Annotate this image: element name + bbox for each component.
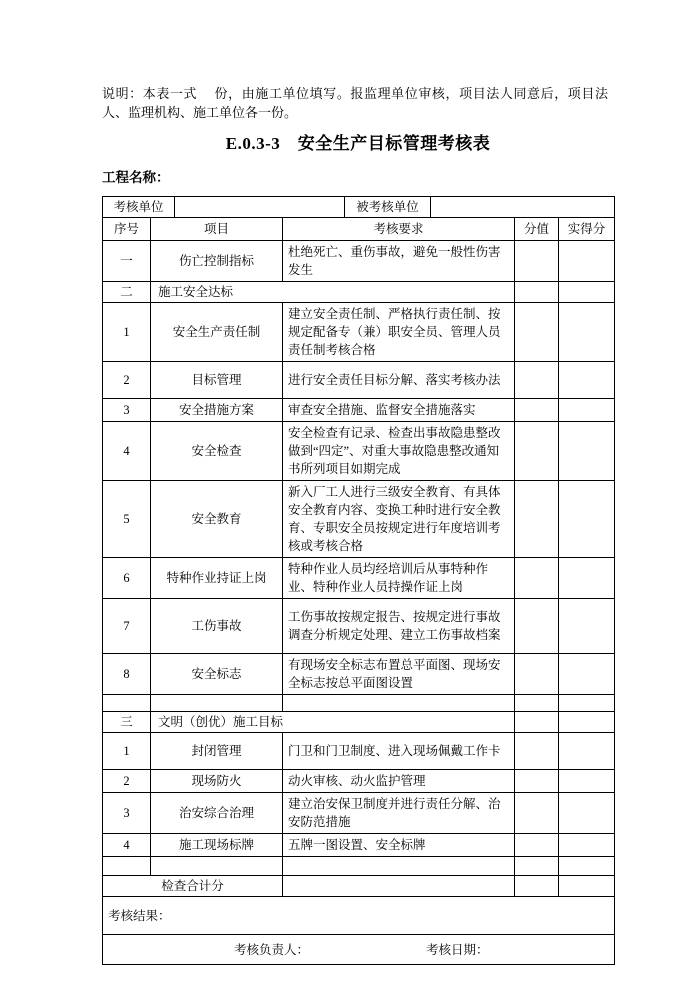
assess-date-label: 考核日期： — [426, 942, 489, 957]
table-row — [103, 241, 615, 282]
row-item: 工伤事故 — [151, 599, 283, 654]
row-item: 安全标志 — [151, 654, 283, 695]
row-item: 现场防火 — [151, 770, 283, 793]
row-actual — [559, 712, 615, 733]
assessor-label: 考核负责人： — [234, 942, 310, 957]
row-score — [515, 733, 559, 770]
row-score — [515, 481, 559, 558]
assess-unit-value — [175, 197, 345, 218]
row-requirement: 门卫和门卫制度、进入现场佩戴工作卡 — [283, 733, 515, 770]
row-item: 伤亡控制指标 — [151, 241, 283, 282]
row-seq: 5 — [103, 481, 151, 558]
header-row — [103, 218, 615, 241]
row-score — [515, 399, 559, 422]
row-actual — [559, 481, 615, 558]
row-requirement: 有现场安全标志布置总平面图、现场安全标志按总平面图设置 — [283, 654, 515, 695]
row-score — [515, 241, 559, 282]
row-actual — [559, 770, 615, 793]
header-requirement: 考核要求 — [283, 218, 515, 241]
row-seq: 1 — [103, 733, 151, 770]
assessment-table — [102, 196, 615, 965]
row-actual — [559, 599, 615, 654]
row-score — [515, 770, 559, 793]
header-actual: 实得分 — [559, 218, 615, 241]
section-title: 文明（创优）施工目标 — [151, 712, 515, 733]
row-requirement: 进行安全责任目标分解、落实考核办法 — [283, 362, 515, 399]
row-score — [515, 834, 559, 857]
row-actual — [559, 733, 615, 770]
assessed-unit-label: 被考核单位 — [345, 197, 431, 218]
table-row — [103, 303, 615, 362]
header-score: 分值 — [515, 218, 559, 241]
row-actual — [559, 362, 615, 399]
row-requirement: 审查安全措施、监督安全措施落实 — [283, 399, 515, 422]
row-seq: 2 — [103, 362, 151, 399]
row-seq: 4 — [103, 422, 151, 481]
row-seq: 3 — [103, 793, 151, 834]
row-requirement: 建立安全责任制、严格执行责任制、按规定配备专（兼）职安全员、管理人员责任制考核合格 — [283, 303, 515, 362]
table-row — [103, 399, 615, 422]
header-seq: 序号 — [103, 218, 151, 241]
row-item: 施工现场标牌 — [151, 834, 283, 857]
table-row — [103, 481, 615, 558]
table-row — [103, 422, 615, 481]
row-seq: 4 — [103, 834, 151, 857]
row-seq: 3 — [103, 399, 151, 422]
row-actual — [559, 834, 615, 857]
total-score — [515, 876, 559, 897]
row-item: 治安综合治理 — [151, 793, 283, 834]
section-title: 施工安全达标 — [151, 282, 515, 303]
assess-unit-label: 考核单位 — [103, 197, 175, 218]
row-seq: 一 — [103, 241, 151, 282]
row-actual — [559, 793, 615, 834]
row-requirement: 新入厂工人进行三级安全教育、有具体安全教育内容、变换工种时进行安全教育、专职安全员按规定进行年度培训考核或考核合格 — [283, 481, 515, 558]
result-row — [103, 897, 615, 935]
row-item: 特种作业持证上岗 — [151, 558, 283, 599]
row-actual — [559, 654, 615, 695]
form-instructions: 说明：本表一式 份，由施工单位填写。报监理单位审核，项目法人同意后，项目法人、监理机构、施工单位各一份。 — [102, 86, 608, 120]
section-row — [103, 282, 615, 303]
row-requirement: 安全检查有记录、检查出事故隐患整改做到“四定”、对重大事故隐患整改通知书所列项目如期完成 — [283, 422, 515, 481]
row-item: 目标管理 — [151, 362, 283, 399]
page-title: E.0.3-3 安全生产目标管理考核表 — [225, 134, 491, 153]
row-seq: 三 — [103, 712, 151, 733]
table-row — [103, 770, 615, 793]
row-requirement: 建立治安保卫制度并进行责任分解、治安防范措施 — [283, 793, 515, 834]
project-name-label: 工程名称： — [102, 170, 170, 185]
row-seq: 1 — [103, 303, 151, 362]
row-requirement: 特种作业人员均经培训后从事特种作业、特种作业人员持操作证上岗 — [283, 558, 515, 599]
blank-row — [103, 857, 615, 876]
row-score — [515, 303, 559, 362]
row-actual — [559, 422, 615, 481]
row-score — [515, 793, 559, 834]
table-row — [103, 362, 615, 399]
row-score — [515, 654, 559, 695]
row-requirement: 工伤事故按规定报告、按规定进行事故调查分析规定处理、建立工伤事故档案 — [283, 599, 515, 654]
row-item: 安全生产责任制 — [151, 303, 283, 362]
row-score — [515, 599, 559, 654]
row-requirement: 五牌一图设置、安全标牌 — [283, 834, 515, 857]
table-row — [103, 834, 615, 857]
row-seq: 8 — [103, 654, 151, 695]
row-score — [515, 282, 559, 303]
row-seq: 7 — [103, 599, 151, 654]
row-requirement: 杜绝死亡、重伤事故，避免一般性伤害发生 — [283, 241, 515, 282]
header-item: 项目 — [151, 218, 283, 241]
row-actual — [559, 241, 615, 282]
total-row — [103, 876, 615, 897]
table-row — [103, 654, 615, 695]
row-item: 安全措施方案 — [151, 399, 283, 422]
row-seq: 2 — [103, 770, 151, 793]
result-label: 考核结果： — [103, 897, 615, 935]
row-score — [515, 558, 559, 599]
assessed-unit-value — [431, 197, 615, 218]
total-actual — [559, 876, 615, 897]
row-item: 安全教育 — [151, 481, 283, 558]
row-actual — [559, 303, 615, 362]
table-row — [103, 599, 615, 654]
section-row — [103, 712, 615, 733]
unit-row — [103, 197, 615, 218]
table-row — [103, 733, 615, 770]
signature-cell — [103, 935, 615, 965]
row-score — [515, 362, 559, 399]
total-requirement-blank — [283, 876, 515, 897]
row-score — [515, 712, 559, 733]
row-seq: 二 — [103, 282, 151, 303]
row-score — [515, 422, 559, 481]
total-label: 检查合计分 — [103, 876, 283, 897]
blank-row — [103, 695, 615, 712]
table-row — [103, 793, 615, 834]
row-item: 安全检查 — [151, 422, 283, 481]
row-actual — [559, 558, 615, 599]
row-actual — [559, 399, 615, 422]
signature-row — [103, 935, 615, 965]
row-requirement: 动火审核、动火监护管理 — [283, 770, 515, 793]
row-item: 封闭管理 — [151, 733, 283, 770]
row-actual — [559, 282, 615, 303]
row-seq: 6 — [103, 558, 151, 599]
table-row — [103, 558, 615, 599]
